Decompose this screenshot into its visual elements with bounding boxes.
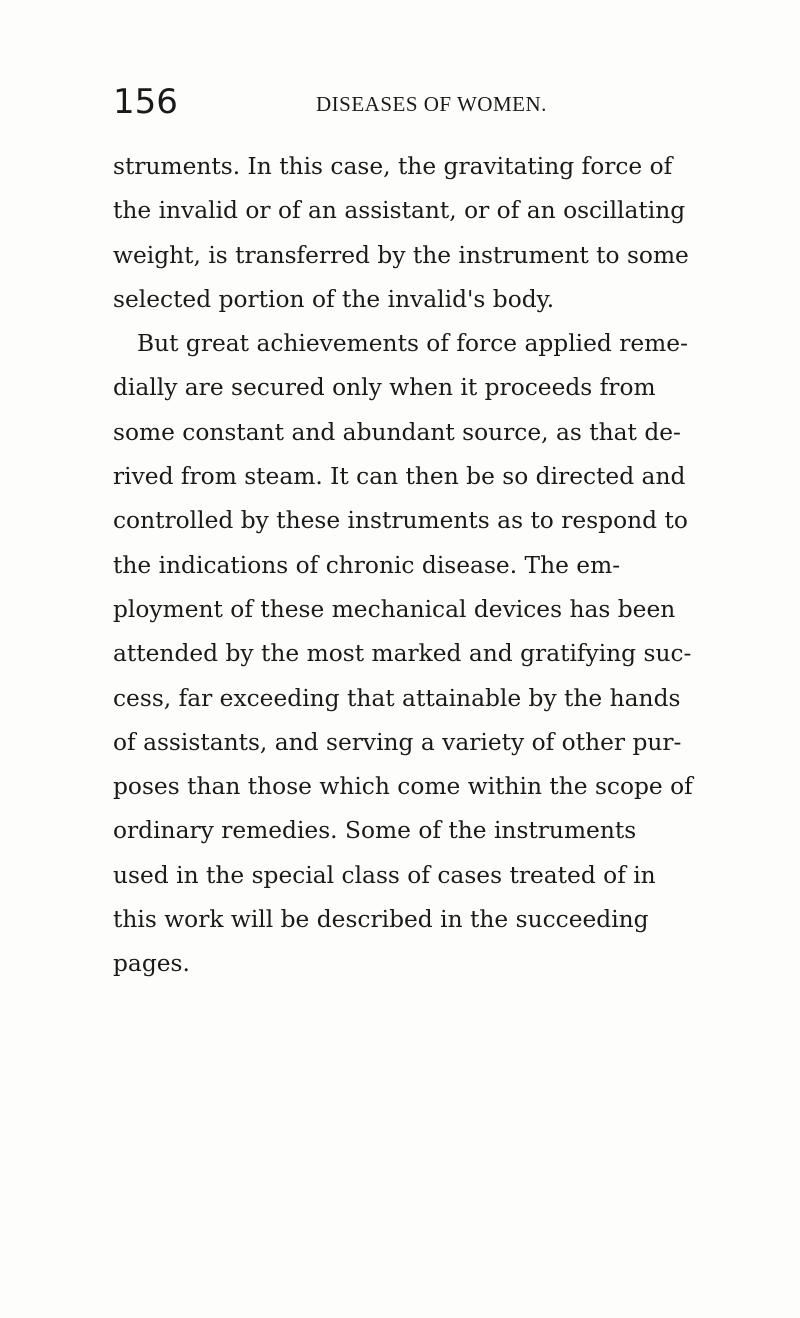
text-line: rived from steam. It can then be so directed and bbox=[113, 463, 686, 491]
text-line: pages. bbox=[113, 950, 190, 978]
text-line: attended by the most marked and gratifying suc- bbox=[113, 640, 692, 668]
text-line: But great achievements of force applied reme- bbox=[137, 330, 688, 358]
text-line: this work will be described in the succeeding bbox=[113, 906, 649, 934]
text-line: struments. In this case, the gravitating force of bbox=[113, 153, 673, 180]
running-title: DISEASES OF WOMEN. bbox=[316, 92, 547, 116]
text-line: dially are secured only when it proceeds from bbox=[113, 374, 656, 402]
text-line: the invalid or of an assistant, or of an oscillating bbox=[113, 197, 686, 225]
text-line: selected portion of the invalid's body. bbox=[113, 285, 555, 313]
text-line: used in the special class of cases treated of in bbox=[113, 861, 656, 889]
text-line: ordinary remedies. Some of the instruments bbox=[113, 817, 637, 845]
text-line: the indications of chronic disease. The em- bbox=[113, 551, 621, 579]
text-line: ployment of these mechanical devices has been bbox=[113, 595, 676, 623]
text-line: controlled by these instruments as to respond to bbox=[113, 507, 688, 535]
text-line: of assistants, and serving a variety of other pur- bbox=[113, 728, 682, 756]
text-line: cess, far exceeding that attainable by the hands bbox=[113, 684, 681, 712]
body-text bbox=[113, 145, 793, 987]
text-line: poses than those which come within the scope of bbox=[113, 773, 693, 801]
running-head bbox=[113, 82, 753, 122]
text-line: some constant and abundant source, as that de- bbox=[113, 418, 681, 446]
page-number: 156 bbox=[113, 82, 178, 122]
text-line: weight, is transferred by the instrument to some bbox=[113, 241, 689, 269]
